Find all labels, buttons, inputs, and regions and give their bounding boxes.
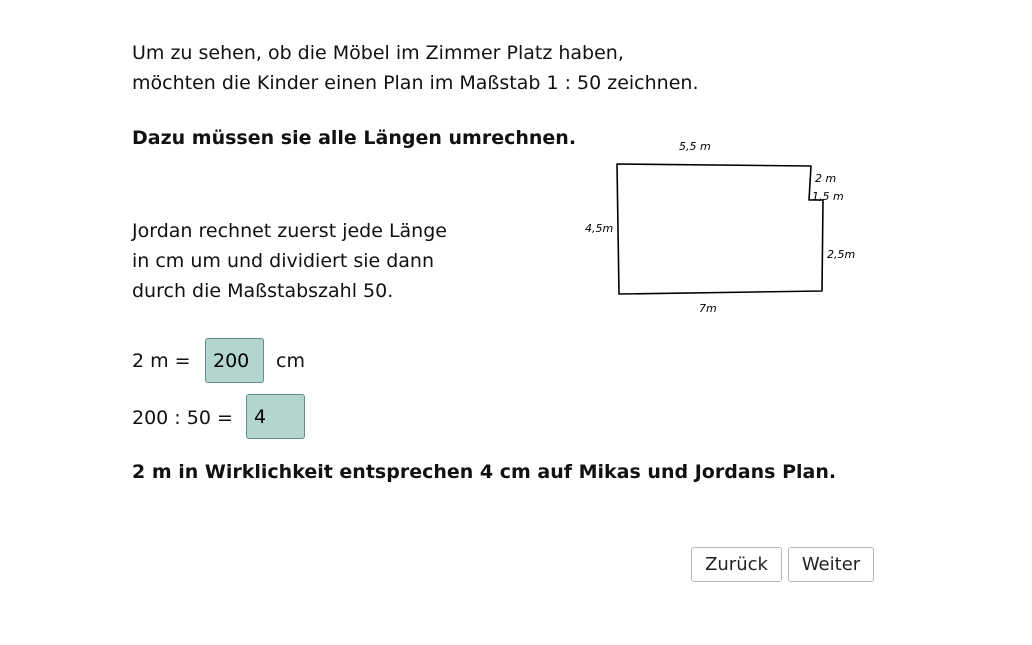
plan-label-right: 2,5m [827,248,856,261]
intro-line-1: Um zu sehen, ob die Möbel im Zimmer Platz haben, [132,42,624,64]
jordan-explanation [132,216,447,306]
back-button[interactable]: Zurück [691,547,782,582]
equation-unit-cm: cm [276,350,305,372]
equation-meters-to-cm: 2 m = [132,350,191,372]
intro-text [132,38,698,98]
task-heading: Dazu müssen sie alle Längen umrechnen. [132,127,577,149]
jordan-line-3: durch die Maßstabszahl 50. [132,280,394,302]
next-button[interactable]: Weiter [788,547,874,582]
plan-label-bottom: 7m [699,302,717,315]
room-plan-sketch [575,130,875,330]
equation-divide-by-scale: 200 : 50 = [132,407,233,429]
answer-field-plan-cm[interactable]: 4 [246,394,305,439]
plan-label-notch-step: 1,5 m [812,190,844,203]
room-outline [617,164,823,294]
intro-line-2: möchten die Kinder einen Plan im Maßstab 1 : 50 zeichnen. [132,72,699,94]
jordan-line-1: Jordan rechnet zuerst jede Länge [132,220,447,242]
answer-field-cm[interactable]: 200 [205,338,264,383]
plan-label-top: 5,5 m [679,140,711,153]
conclusion-text: 2 m in Wirklichkeit entsprechen 4 cm auf Mikas und Jordans Plan. [132,461,837,483]
plan-label-notch-top: 2 m [815,172,837,185]
jordan-line-2: in cm um und dividiert sie dann [132,250,435,272]
plan-label-left: 4,5m [585,222,614,235]
